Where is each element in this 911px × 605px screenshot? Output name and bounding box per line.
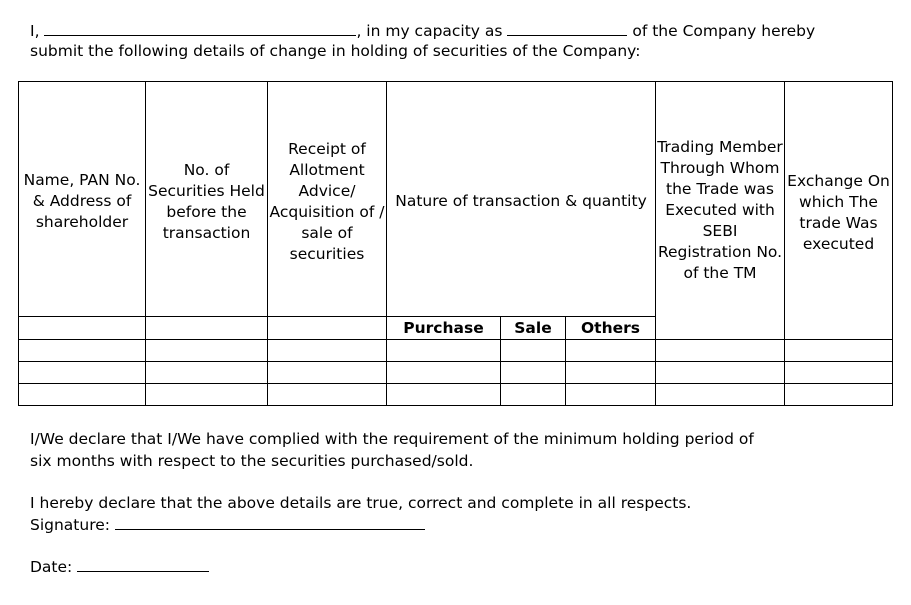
- table-cell[interactable]: [785, 362, 893, 384]
- table-cell[interactable]: [387, 362, 501, 384]
- table-cell[interactable]: [566, 384, 656, 406]
- table-cell[interactable]: [387, 340, 501, 362]
- date-line: [30, 556, 209, 577]
- table-cell[interactable]: [268, 384, 387, 406]
- table-cell[interactable]: [656, 340, 785, 362]
- intro-line-1: [30, 20, 815, 41]
- date-blank[interactable]: [77, 556, 209, 572]
- intro-mid-text: , in my capacity as: [356, 22, 503, 40]
- table-cell[interactable]: [785, 384, 893, 406]
- table-cell[interactable]: [146, 384, 268, 406]
- name-blank[interactable]: [44, 20, 356, 36]
- intro-start-text: I,: [30, 22, 40, 40]
- table-cell[interactable]: [501, 340, 566, 362]
- table-cell[interactable]: [387, 384, 501, 406]
- sub-header-others: Others: [566, 317, 656, 340]
- header-trading-member: Trading Member Through Whom the Trade was Executed with SEBI Registration No. of the TM: [656, 82, 785, 340]
- table-cell[interactable]: [566, 362, 656, 384]
- header-nature-of-transaction: Nature of transaction & quantity: [387, 82, 656, 317]
- table-cell[interactable]: [566, 340, 656, 362]
- table-cell[interactable]: [146, 362, 268, 384]
- header-name-pan-address: Name, PAN No. & Address of shareholder: [19, 82, 146, 317]
- table-cell[interactable]: [501, 384, 566, 406]
- signature-label: Signature:: [30, 516, 110, 534]
- holding-change-table: [18, 81, 893, 406]
- table-cell[interactable]: [656, 362, 785, 384]
- sub-header-sale: Sale: [501, 317, 566, 340]
- table-cell[interactable]: [785, 340, 893, 362]
- date-label: Date:: [30, 558, 73, 576]
- sub-header-purchase: Purchase: [387, 317, 501, 340]
- table-cell[interactable]: [268, 340, 387, 362]
- signature-blank[interactable]: [115, 514, 425, 530]
- table-row: [19, 384, 893, 406]
- intro-line-2: submit the following details of change in holding of securities of the Company:: [30, 42, 641, 60]
- table-cell[interactable]: [19, 384, 146, 406]
- sub-empty-cell: [19, 317, 146, 340]
- table-row: [19, 362, 893, 384]
- sub-empty-cell: [146, 317, 268, 340]
- table-cell[interactable]: [268, 362, 387, 384]
- intro-end-text: of the Company hereby: [632, 22, 816, 40]
- declaration-line-1: I/We declare that I/We have complied with the requirement of the minimum holding period of: [30, 430, 754, 448]
- capacity-blank[interactable]: [507, 20, 627, 36]
- header-receipt-allotment: Receipt of Allotment Advice/ Acquisition of / sale of securities: [268, 82, 387, 317]
- table-cell[interactable]: [146, 340, 268, 362]
- table-cell[interactable]: [19, 340, 146, 362]
- header-securities-held: No. of Securities Held before the transaction: [146, 82, 268, 317]
- table-cell[interactable]: [501, 362, 566, 384]
- signature-line: [30, 514, 425, 535]
- declaration-line-2: six months with respect to the securities purchased/sold.: [30, 452, 474, 470]
- header-row: [19, 82, 893, 317]
- table-row: [19, 340, 893, 362]
- table-cell[interactable]: [656, 384, 785, 406]
- declaration-line-3: I hereby declare that the above details are true, correct and complete in all respects.: [30, 494, 692, 512]
- table-cell[interactable]: [19, 362, 146, 384]
- header-exchange: Exchange On which The trade Was executed: [785, 82, 893, 340]
- sub-empty-cell: [268, 317, 387, 340]
